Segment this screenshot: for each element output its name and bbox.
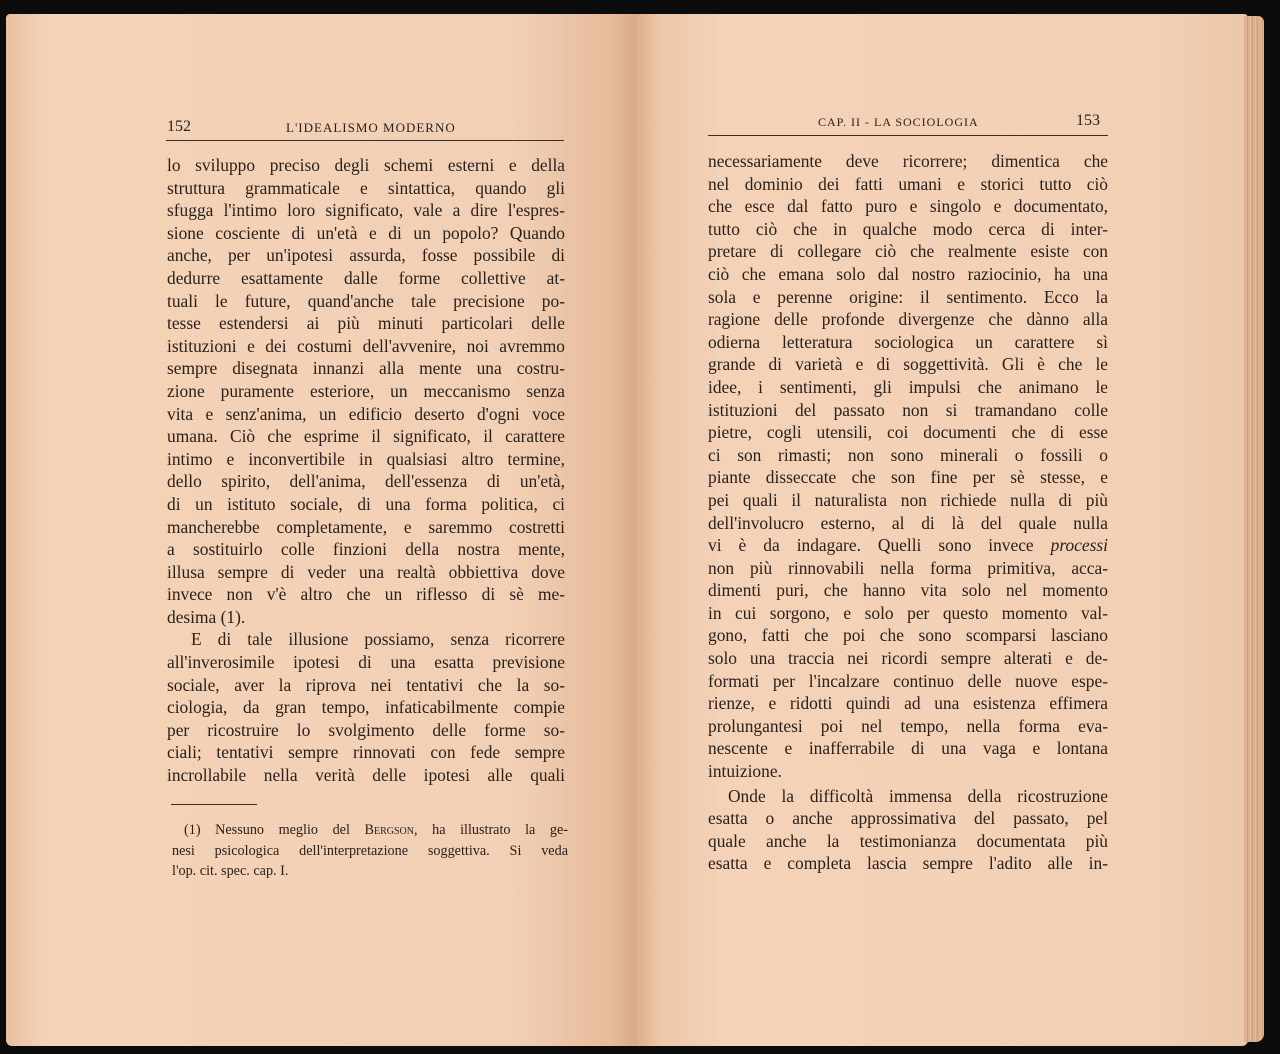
left-running-head: L'IDEALISMO MODERNO	[286, 120, 456, 135]
left-page-number: 152	[167, 118, 191, 135]
text-line: quale anche la testimonianza documentata più	[708, 830, 1108, 851]
text-line: non più rinnovabili nella forma primitiva, acca-	[708, 557, 1108, 578]
text-line: desima (1).	[167, 606, 246, 627]
left-body-text	[167, 154, 565, 787]
italic-term: processi	[1050, 535, 1108, 556]
text-line: tuali le future, quand'anche tale precisione po-	[167, 290, 565, 311]
footnote-rule	[171, 804, 257, 805]
text-line: struttura grammaticale e sintattica, quando gli	[167, 177, 565, 198]
text-line: di un istituto sociale, di una forma politica, ci	[167, 493, 565, 514]
text-line: all'inverosimile ipotesi di una esatta previsione	[167, 652, 565, 673]
text-line: solo una traccia nei ricordi sempre alterati e de-	[708, 648, 1108, 669]
text-line: formati per l'incalzare continuo delle nuove espe-	[708, 670, 1108, 691]
text-line: vita e senz'anima, un edificio deserto d'ogni voce	[167, 403, 565, 424]
text-line: nel dominio dei fatti umani e storici tutto ciò	[708, 173, 1108, 194]
text-line: per ricostruire lo svolgimento delle forme so-	[167, 719, 565, 740]
text-line: sociale, aver la riprova nei tentativi che la so-	[167, 674, 565, 695]
right-page-number: 153	[1076, 112, 1100, 129]
left-header-rule	[166, 140, 564, 141]
footnote-marker: (1)	[184, 822, 201, 838]
text-line: odierna letteratura sociologica un carattere sì	[708, 331, 1108, 352]
text-line: rienze, e ridotti quindi ad una esistenza effimera	[708, 693, 1108, 714]
text-line: in cui sorgono, e solo per questo momento val-	[708, 602, 1108, 623]
footnote-text: ha illustrato la ge-	[432, 822, 569, 838]
text-line: dello spirito, dell'anima, dell'essenza di un'età,	[167, 471, 565, 492]
text-line: ci son rimasti; non sono minerali o fossili o	[708, 444, 1108, 465]
text-line: dimenti puri, che hanno vita solo nel momento	[708, 580, 1108, 601]
text-line: intimo e inconvertibile in qualsiasi altro termine,	[167, 448, 565, 469]
text-line: mancherebbe completamente, e saremmo costretti	[167, 516, 565, 537]
text-line: sola e perenne origine: il sentimento. Ecco la	[708, 286, 1108, 307]
text-line: sione cosciente di un'età e di un popolo? Quando	[167, 222, 565, 243]
text-line: nescente e inafferrabile di una vaga e lontana	[708, 738, 1108, 759]
text-line: grande di varietà e di soggettività. Gli è che le	[708, 354, 1108, 375]
right-body-text	[708, 150, 1108, 875]
page-edges	[1244, 16, 1264, 1042]
text-line: a sostituirlo colle finzioni della nostra mente,	[167, 539, 565, 560]
text-line: sfugga l'intimo loro significato, vale a dire l'espres-	[167, 200, 565, 221]
text-line: dell'involucro esterno, al di là del quale nulla	[708, 512, 1108, 533]
left-page	[6, 14, 636, 1046]
text-line: pretare di collegare ciò che realmente esiste con	[708, 241, 1108, 262]
footnote-line: nesi psicologica dell'interpretazione soggettiva. Si veda	[172, 842, 568, 859]
text-line: ciò che emana solo dal nostro raziocinio, ha una	[708, 263, 1108, 284]
text-line: sempre disegnata innanzi alla mente una costru-	[167, 358, 565, 379]
text-line: ciali; tentativi sempre rinnovati con fede sempre	[167, 742, 565, 763]
text-line: gono, fatti che poi che sono scomparsi lasciano	[708, 625, 1108, 646]
text-line: dedurre esattamente dalle forme collettive at-	[167, 267, 565, 288]
text-line: incrollabile nella verità delle ipotesi alle quali	[167, 765, 565, 786]
footnote-text: Nessuno meglio del	[215, 822, 350, 838]
text-line: necessariamente deve ricorrere; dimentica che	[708, 151, 1108, 171]
footnote	[172, 820, 568, 882]
text-line: ciologia, da gran tempo, infaticabilmente compie	[167, 697, 565, 718]
text-line-indented: Onde la difficoltà immensa della ricostruzione	[728, 785, 1108, 806]
right-header-rule	[708, 135, 1108, 136]
text-line: lo sviluppo preciso degli schemi esterni e della	[167, 155, 565, 175]
text-line: ragione delle profonde divergenze che dànno alla	[708, 309, 1108, 330]
text-line: pietre, cogli utensili, coi documenti che di esse	[708, 422, 1108, 443]
text-line: invece non v'è altro che un riflesso di sè me-	[167, 584, 565, 605]
text-line: idee, i sentimenti, gli impulsi che animano le	[708, 376, 1108, 397]
text-line: istituzioni del passato non si tramandano colle	[708, 399, 1108, 420]
footnote-line	[172, 820, 568, 841]
text-line: zione puramente esteriore, un meccanismo senza	[167, 380, 565, 401]
footnote-line: l'op. cit. spec. cap. I.	[172, 863, 289, 879]
text-line: anche, per un'ipotesi assurda, fosse possibile di	[167, 245, 565, 266]
footnote-author: Bergson,	[364, 822, 418, 838]
text-line: umana. Ciò che esprime il significato, il carattere	[167, 426, 565, 447]
text-line: vi è da indagare. Quelli sono invece processi	[708, 535, 1108, 556]
text-line: esatta e completa lascia sempre l'adito alle in-	[708, 853, 1108, 874]
text-line: istituzioni e dei costumi dell'avvenire, noi avremmo	[167, 335, 565, 356]
text-line: prolungantesi poi nel tempo, nella forma eva-	[708, 715, 1108, 736]
right-page	[636, 14, 1248, 1046]
text-line: che esce dal fatto puro e singolo e documentato,	[708, 196, 1108, 217]
text-line: tutto ciò che in qualche modo cerca di inter-	[708, 218, 1108, 239]
text-line: piante disseccate che son fine per sè stesse, e	[708, 467, 1108, 488]
text-line: illusa sempre di veder una realtà obbiettiva dove	[167, 561, 565, 582]
text-line-indented: E di tale illusione possiamo, senza ricorrere	[191, 629, 565, 650]
text-line: pei quali il naturalista non richiede nulla di più	[708, 489, 1108, 510]
text-line: intuizione.	[708, 761, 782, 782]
text-line: tesse estendersi ai più minuti particolari delle	[167, 313, 565, 334]
text-line: esatta o anche approssimativa del passato, pel	[708, 808, 1108, 829]
right-running-head: CAP. II - LA SOCIOLOGIA	[818, 115, 979, 129]
